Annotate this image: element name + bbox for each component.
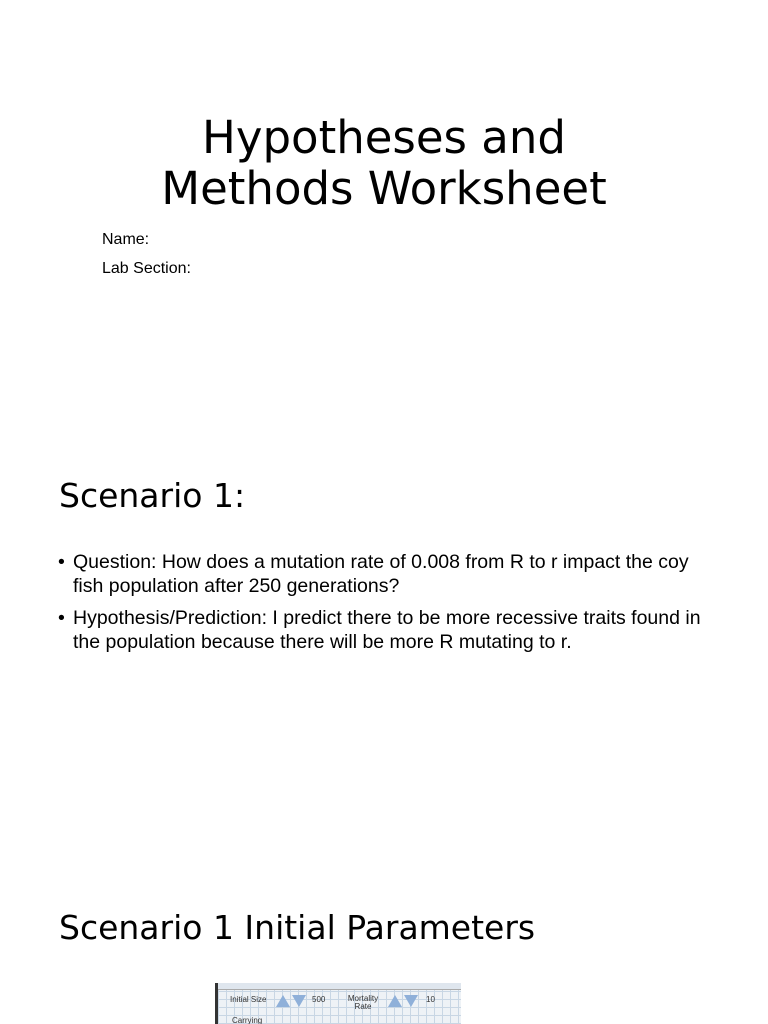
parameters-screenshot xyxy=(215,983,461,1024)
parameters-heading: Scenario 1 Initial Parameters xyxy=(59,908,536,947)
initial-size-value: 500 xyxy=(312,995,326,1004)
student-fields xyxy=(102,228,191,286)
lab-section-label: Lab Section: xyxy=(102,260,191,277)
mortality-rate-label: Mortality Rate xyxy=(347,994,379,1011)
scenario-heading: Scenario 1: xyxy=(59,476,246,515)
carrying-label: Carrying xyxy=(232,1016,263,1024)
hypothesis-bullet: • Hypothesis/Prediction: I predict there to be more recessive traits found in the population because there will be more R mutating to r. xyxy=(58,606,708,654)
page-title xyxy=(0,112,768,214)
arrow-up-icon xyxy=(388,995,402,1007)
initial-size-label: Initial Size xyxy=(230,995,267,1004)
question-bullet: • Question: How does a mutation rate of 0.008 from R to r impact the coy fish population after 250 generations? xyxy=(58,550,708,598)
arrow-down-icon xyxy=(292,995,306,1007)
arrow-up-icon xyxy=(276,995,290,1007)
mortality-rate-value: 10 xyxy=(426,995,435,1004)
screenshot-header-band xyxy=(218,983,461,990)
title-line-2: Methods Worksheet xyxy=(161,162,607,215)
scenario-bullet-list xyxy=(58,550,708,662)
name-label: Name: xyxy=(102,231,150,248)
arrow-down-icon xyxy=(404,995,418,1007)
title-line-1: Hypotheses and xyxy=(202,111,566,164)
